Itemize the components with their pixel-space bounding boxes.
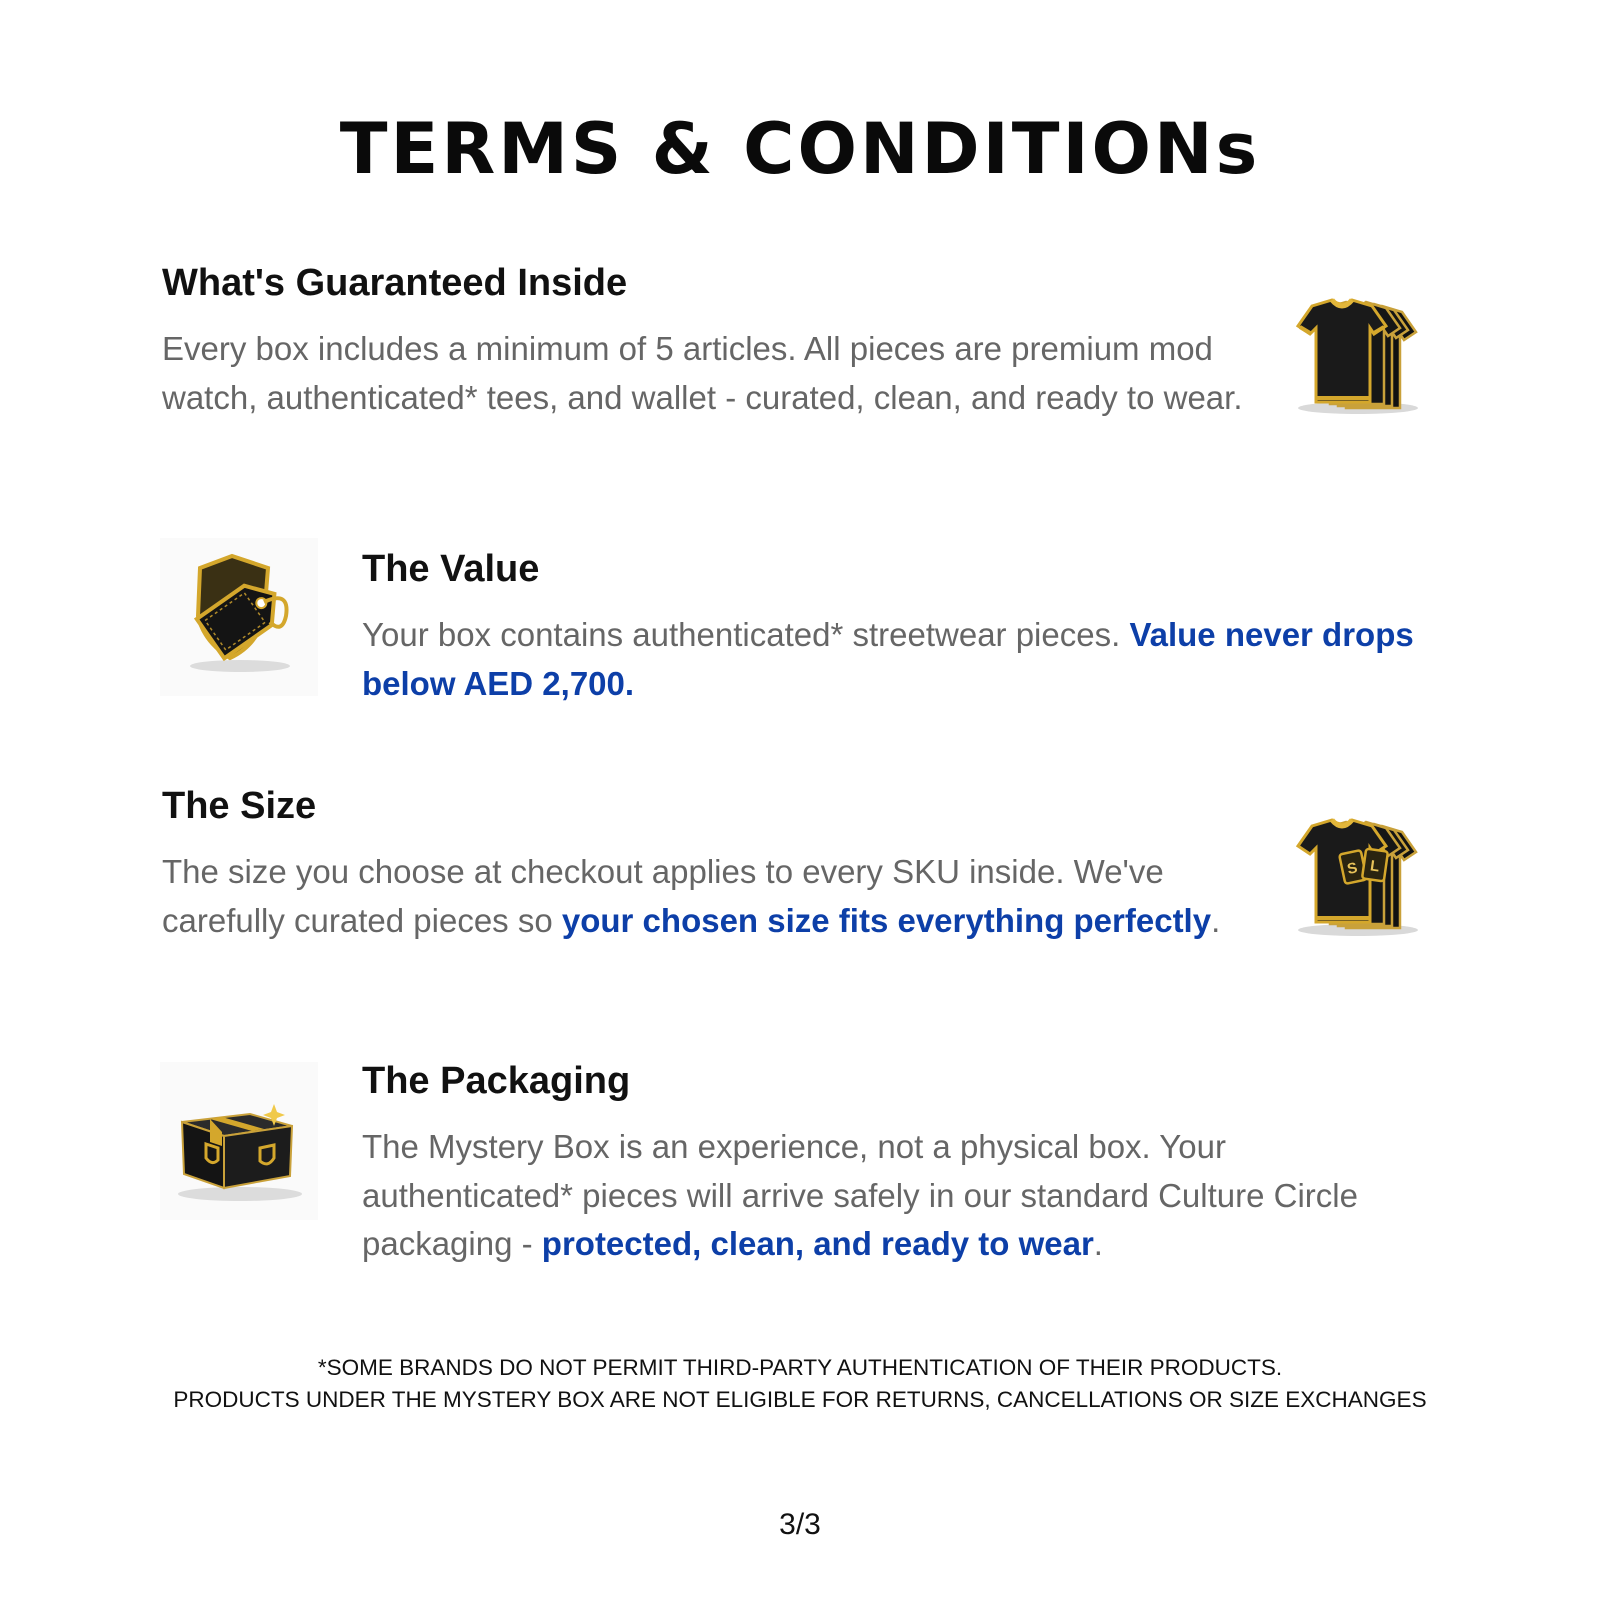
tshirt-stack-icon — [1290, 292, 1440, 422]
footnote — [0, 1352, 1600, 1416]
tshirt-size-tag-icon — [1290, 812, 1440, 942]
mystery-box-icon — [160, 1062, 318, 1220]
price-tag-shield-icon — [160, 538, 318, 696]
footnote-line-2: PRODUCTS UNDER THE MYSTERY BOX ARE NOT ELIGIBLE FOR RETURNS, CANCELLATIONS OR SIZE EXCHANGES — [173, 1387, 1427, 1412]
section-size — [162, 785, 1247, 945]
section-text — [362, 1123, 1422, 1269]
size-tag-l-letter: L — [1369, 857, 1381, 876]
page-title: TERMS & CONDITIONs — [339, 108, 1261, 190]
section-packaging — [362, 1060, 1422, 1269]
size-highlight: your chosen size fits everything perfectly — [561, 901, 1212, 939]
section-heading: The Packaging — [362, 1060, 631, 1102]
section-text-end: . — [1093, 1225, 1103, 1262]
section-text-end: . — [1211, 901, 1221, 939]
section-text: Every box includes a minimum of 5 articles. All pieces are premium mod watch, authenticated* tees, and wallet - curated, clean, and ready to wear. — [162, 330, 1243, 416]
section-text — [162, 848, 1247, 945]
section-text-plain: The Mystery Box is an experience, not a physical box. Your authenticated* pieces will arrive safely in our standard Culture Circle packaging - — [362, 1128, 1358, 1262]
page-indicator: 3/3 — [779, 1508, 821, 1541]
section-text-plain: The size you choose at checkout applies to every SKU inside. We've carefully curated pieces so — [162, 853, 1164, 939]
section-value — [362, 548, 1422, 708]
section-heading: The Size — [162, 785, 317, 827]
section-heading: The Value — [362, 548, 540, 590]
size-tag-s-letter: S — [1345, 859, 1359, 879]
section-text-plain: Your box contains authenticated* streetwear pieces. — [362, 616, 1130, 653]
value-highlight: Value never drops below AED 2,700. — [362, 616, 1414, 702]
section-heading: What's Guaranteed Inside — [162, 262, 628, 304]
section-text — [362, 611, 1422, 708]
section-guaranteed — [162, 262, 1247, 422]
size-tag-l — [1362, 849, 1388, 882]
footnote-line-1: *SOME BRANDS DO NOT PERMIT THIRD-PARTY AUTHENTICATION OF THEIR PRODUCTS. — [317, 1355, 1283, 1380]
packaging-highlight: protected, clean, and ready to wear — [541, 1225, 1094, 1262]
